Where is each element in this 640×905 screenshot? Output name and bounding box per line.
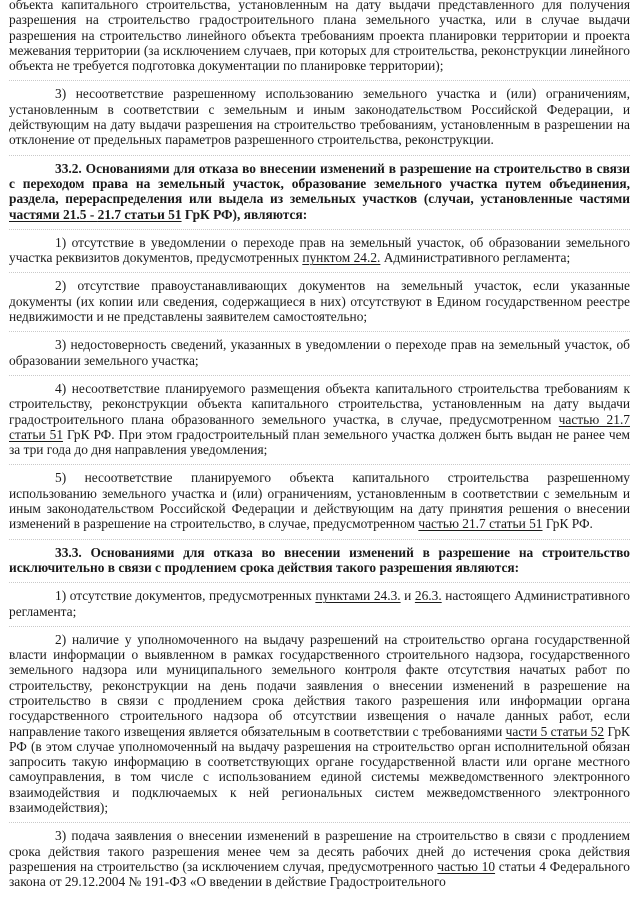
legal-reference-link[interactable]: части 5 статьи 52 — [505, 723, 605, 739]
paragraph-separator — [9, 822, 630, 823]
paragraph-separator — [9, 539, 630, 540]
paragraph-text: Административного регламента; — [380, 250, 571, 266]
legal-reference-link[interactable]: пунктом 24.2. — [302, 250, 381, 266]
legal-reference-link[interactable]: - — [86, 206, 98, 222]
paragraph — [9, 278, 630, 324]
paragraph-text: и — [400, 588, 415, 604]
legal-reference-link[interactable]: частями 21.5 — [9, 206, 87, 222]
legal-reference-link[interactable]: пунктами 24.3. — [315, 588, 401, 604]
paragraph-separator — [9, 272, 630, 273]
legal-reference-link[interactable]: частью 10 — [437, 858, 496, 874]
paragraph-separator — [9, 464, 630, 465]
paragraph-text: 1) отсутствие документов, предусмотренных — [55, 588, 316, 604]
paragraph-text: 3) подача заявления о внесении изменений в разрешение на строительство в связи с продлением срока действия такого разрешения менее чем за десять рабочих дней до истечения срока действия разрешения на строительство (за исключением случая, предусмотренного — [9, 828, 630, 874]
paragraph-separator — [9, 626, 630, 627]
paragraph — [9, 588, 630, 619]
legal-reference-link[interactable]: частью 21.7 статьи 51 — [9, 411, 630, 442]
paragraph-text: статьи 4 Федерального закона от 29.12.2004 № 191-ФЗ «О введении в действие Градостроительного — [9, 858, 630, 890]
paragraph — [9, 235, 630, 266]
paragraph — [9, 828, 630, 889]
paragraph-text: 3) недостоверность сведений, указанных в уведомлении о переходе прав на земельный участок, об образовании земельного участка; — [9, 337, 630, 368]
paragraph-separator — [9, 80, 630, 81]
legal-reference-link[interactable]: 26.3. — [414, 588, 442, 604]
paragraph — [9, 86, 630, 147]
paragraph-text: настоящего Административного регламента; — [9, 588, 630, 619]
paragraph-separator — [9, 229, 630, 230]
paragraph-text: 4) несоответствие планируемого размещения объекта капитального строительства требованиям к строительству, реконструкции объекта капитального строительства, установленным на дату выдачи градостроительного плана образованного земельного участка, в случае, предусмотренном — [9, 380, 630, 427]
paragraph — [9, 337, 630, 368]
section-heading-paragraph — [9, 161, 630, 222]
paragraph — [9, 470, 630, 531]
paragraph-separator — [9, 331, 630, 332]
legal-reference-link[interactable]: частью 21.7 статьи 51 — [418, 516, 543, 532]
paragraph — [9, 381, 630, 457]
paragraph-text: ГрК РФ. — [542, 516, 593, 532]
paragraph-text: 3) несоответствие разрешенному использованию земельного участка и (или) ограничениям, установленным в соответствии с земельным и иным законодательством Российской Федерации, и действующим на дату выдачи разрешения на строительство требованиям, установленным в разрешении на отклонение от предельных параметров разрешенного строительства, реконструкции. — [9, 86, 630, 148]
paragraph-text: 5) несоответствие планируемого объекта капитального строительства разрешенному использованию земельного участка и (или) ограничениям, установленным в соответствии с земельным и иным законодательством Российской Федерации и действующим на дату принятия решения о внесении изменений в разрешение на строительство, в случае, предусмотренном — [9, 470, 630, 532]
paragraph-text: ГрК РФ), являются: — [181, 206, 308, 222]
paragraph-text: ГрК РФ (в этом случае уполномоченный на выдачу разрешения на строительство орган исполнительной обязан запросить такую информацию в соответствующих органе государственной власти или органе местного самоуправления, в том числе с использованием единой системы межведомственного электронного взаимодействия и подключаемых к ней региональных систем межведомственного электронного взаимодействия); — [9, 723, 630, 816]
paragraph-text: 33.3. Основаниями для отказа во внесении изменений в разрешение на строительство исключительно в связи с продлением срока действия такого разрешения являются: — [9, 544, 630, 575]
paragraph — [9, 0, 630, 73]
paragraph-separator — [9, 582, 630, 583]
paragraph-text: объекта капитального строительства, установленным на дату выдачи представленного для получения разрешения на строительство градостроительного плана земельного участка, или в случае выдачи разрешения на строительство линейного объекта требованиям проекта планировки территории и проекта межевания территории (за исключением случаев, при которых для строительства, реконструкции линейного объекта не требуется подготовка документации по планировке территории); — [9, 0, 630, 74]
legal-reference-link[interactable]: 21.7 статьи 51 — [97, 206, 182, 222]
paragraph-text: 33.2. Основаниями для отказа во внесении изменений в разрешение на строительство в связи с переходом права на земельный участок, образование земельного участка путем объединения, раздела, перераспределения или выдела из земельных участков (случаи, установленные частями — [9, 160, 630, 207]
paragraph-text: 1) отсутствие в уведомлении о переходе прав на земельный участок, об образовании земельного участка реквизитов документов, предусмотренных — [9, 234, 630, 266]
paragraph-text: 2) наличие у уполномоченного на выдачу разрешений на строительство органа государственной власти информации о выявленном в рамках государственного строительного надзора, государственного земельного надзора или муниципального земельного контроля факте отсутствия начатых работ по строительству, реконструкции на день подачи заявления о внесении изменений в разрешение на строительство в связи с продлением срока действия такого разрешения или информации органа государственного строительного надзора об отсутствии извещения о начале данных работ, если направление такого извещения является обязательным в соответствии с требованиями — [9, 631, 630, 739]
paragraph-separator — [9, 375, 630, 376]
paragraph-separator — [9, 155, 630, 156]
section-heading-paragraph — [9, 545, 630, 576]
paragraph — [9, 632, 630, 816]
paragraph-text: 2) отсутствие правоустанавливающих документов на земельный участок, если указанные документы (их копии или сведения, содержащиеся в них) отсутствуют в Едином государственном реестре недвижимости и не представлены заявителем самостоятельно; — [9, 278, 630, 325]
paragraph-text: ГрК РФ. При этом градостроительный план земельного участка должен быть выдан не ранее чем за три года до дня направления уведомления; — [9, 426, 630, 458]
